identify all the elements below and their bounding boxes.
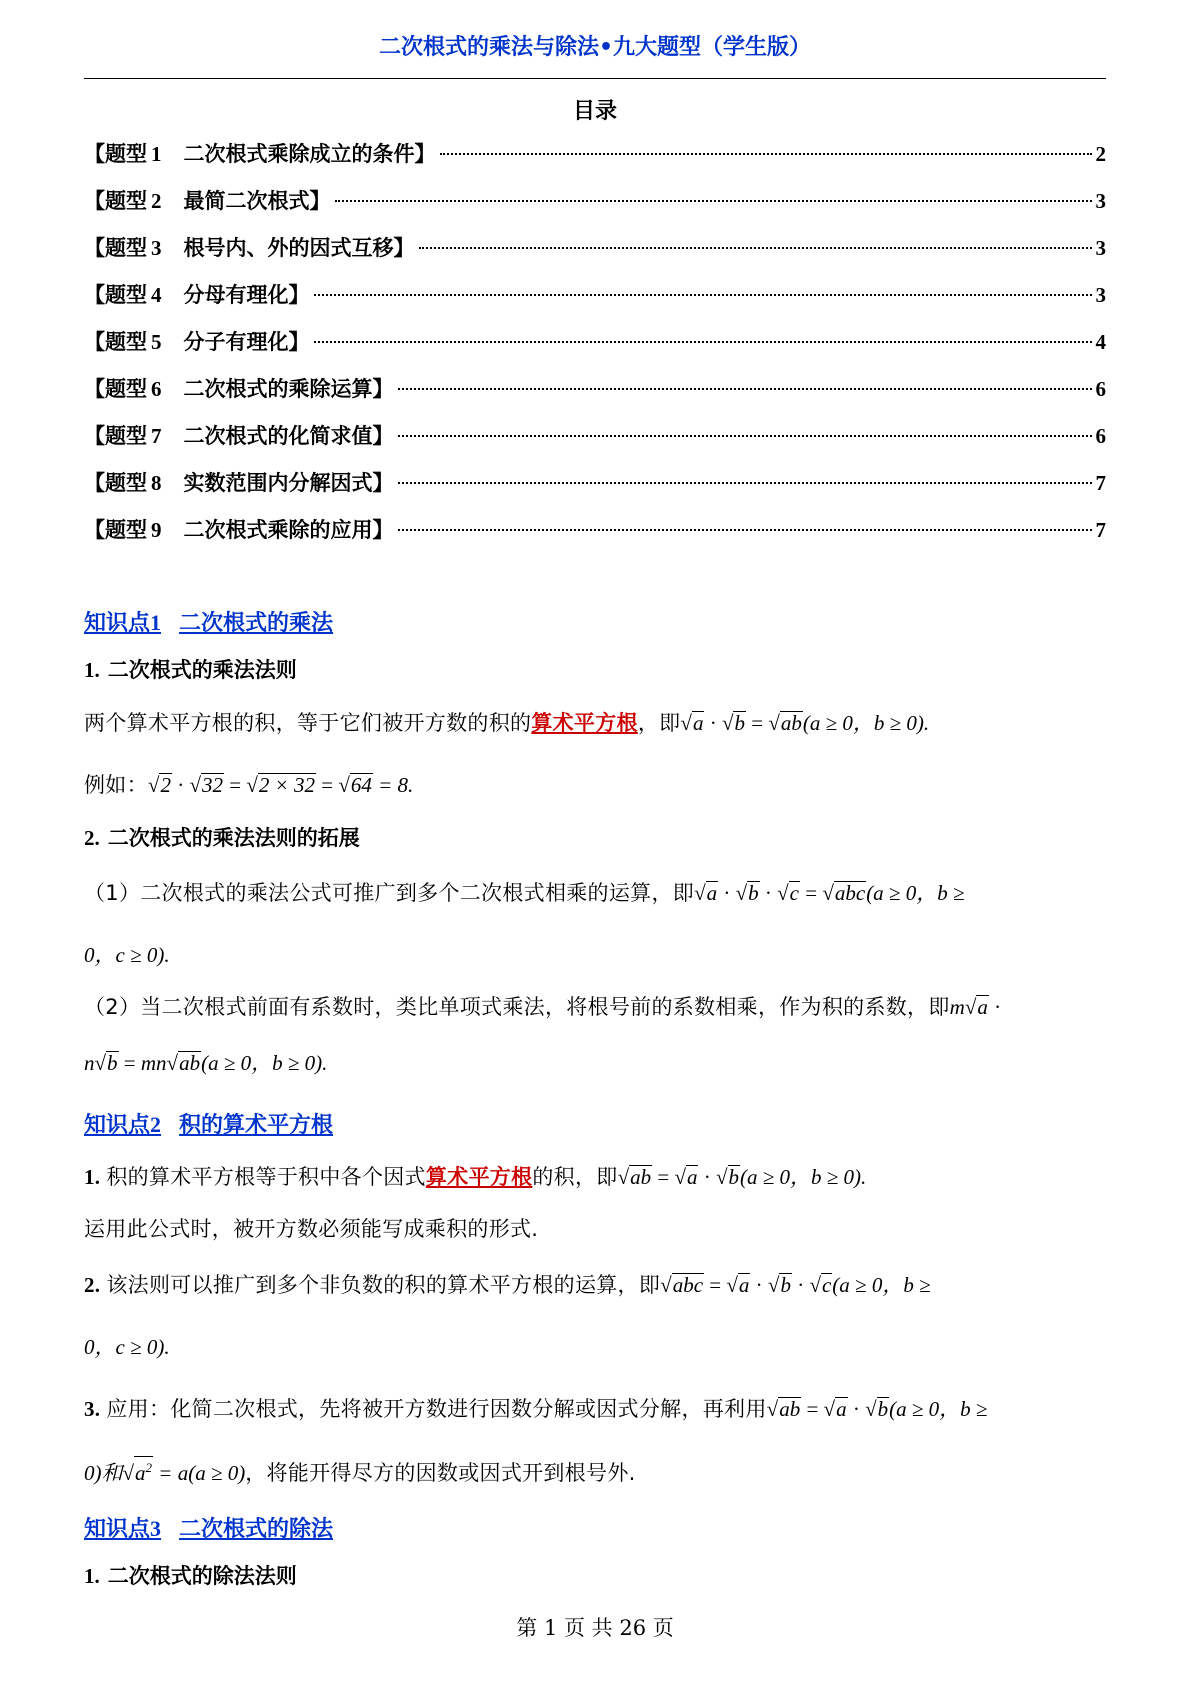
kp2-point-1: 1. 积的算术平方根等于积中各个因式算术平方根的积，即√ab = √a · √b(a ≥ 0，b ≥ 0).: [84, 1165, 867, 1189]
toc-item[interactable]: 【题型 5 分子有理化】 4: [84, 330, 1106, 354]
knowledge-point-2-link[interactable]: 知识点2 积的算术平方根: [84, 1112, 334, 1138]
kp2-point-1-note: 运用此公式时，被开方数必须能写成乘积的形式.: [84, 1217, 539, 1241]
kp1-heading-1: 1. 二次根式的乘法法则: [84, 658, 297, 682]
kp1-extension-2: （2）当二次根式前面有系数时，类比单项式乘法，将根号前的系数相乘，作为积的系数，即m√a ·: [84, 995, 1002, 1019]
kp2-point-2-cont: 0，c ≥ 0).: [84, 1335, 170, 1359]
toc-item[interactable]: 【题型 1 二次根式乘除成立的条件】 2: [84, 142, 1106, 166]
kp1-rule: 两个算术平方根的积，等于它们被开方数的积的算术平方根，即√a · √b = √ab(a ≥ 0，b ≥ 0).: [84, 711, 930, 735]
kp3-heading-1: 1. 二次根式的除法法则: [84, 1564, 297, 1588]
knowledge-point-3-link[interactable]: 知识点3 二次根式的除法: [84, 1516, 334, 1542]
kp2-point-2: 2. 该法则可以推广到多个非负数的积的算术平方根的运算，即√abc = √a · √b · √c(a ≥ 0，b ≥: [84, 1273, 931, 1297]
toc-item[interactable]: 【题型 2 最简二次根式】 3: [84, 189, 1106, 213]
kp2-point-3-cont: 0)和$√a^2 = a(a \ge 0)$，将能开得尽方的因数或因式开到根号外.: [84, 1456, 1114, 1488]
kp1-example: 例如：√2 · √32 = √2 × 32 = √64 = 8.: [84, 773, 414, 797]
toc-title: 目录: [572, 99, 617, 124]
header-rule: [84, 78, 1106, 79]
header-title: 二次根式的乘法与除法•九大题型（学生版）: [378, 35, 812, 60]
page-footer: 第 1 页 共 26 页: [516, 1616, 674, 1640]
toc-item[interactable]: 【题型 4 分母有理化】 3: [84, 283, 1106, 307]
toc-item[interactable]: 【题型 7 二次根式的化简求值】 6: [84, 424, 1106, 448]
kp1-extension-1: （1）二次根式的乘法公式可推广到多个二次根式相乘的运算，即√a · √b · √c = √abc(a ≥ 0，b ≥: [84, 881, 965, 905]
kp1-heading-2: 2. 二次根式的乘法法则的拓展: [84, 826, 360, 850]
toc-item[interactable]: 【题型 3 根号内、外的因式互移】 3: [84, 236, 1106, 260]
knowledge-point-1-link[interactable]: 知识点1 二次根式的乘法: [84, 610, 334, 636]
toc-item[interactable]: 【题型 6 二次根式的乘除运算】 6: [84, 377, 1106, 401]
toc-item[interactable]: 【题型 8 实数范围内分解因式】 7: [84, 471, 1106, 495]
toc-item[interactable]: 【题型 9 二次根式乘除的应用】 7: [84, 518, 1106, 542]
kp1-extension-1-cont: 0，c ≥ 0).: [84, 943, 170, 967]
kp1-extension-2-cont: n√b = mn√ab(a ≥ 0，b ≥ 0).: [84, 1051, 328, 1075]
table-of-contents: [84, 138, 1106, 561]
kp2-point-3: 3. 应用：化简二次根式，先将被开方数进行因数分解或因式分解，再利用√ab = √a · √b(a ≥ 0，b ≥: [84, 1397, 988, 1421]
